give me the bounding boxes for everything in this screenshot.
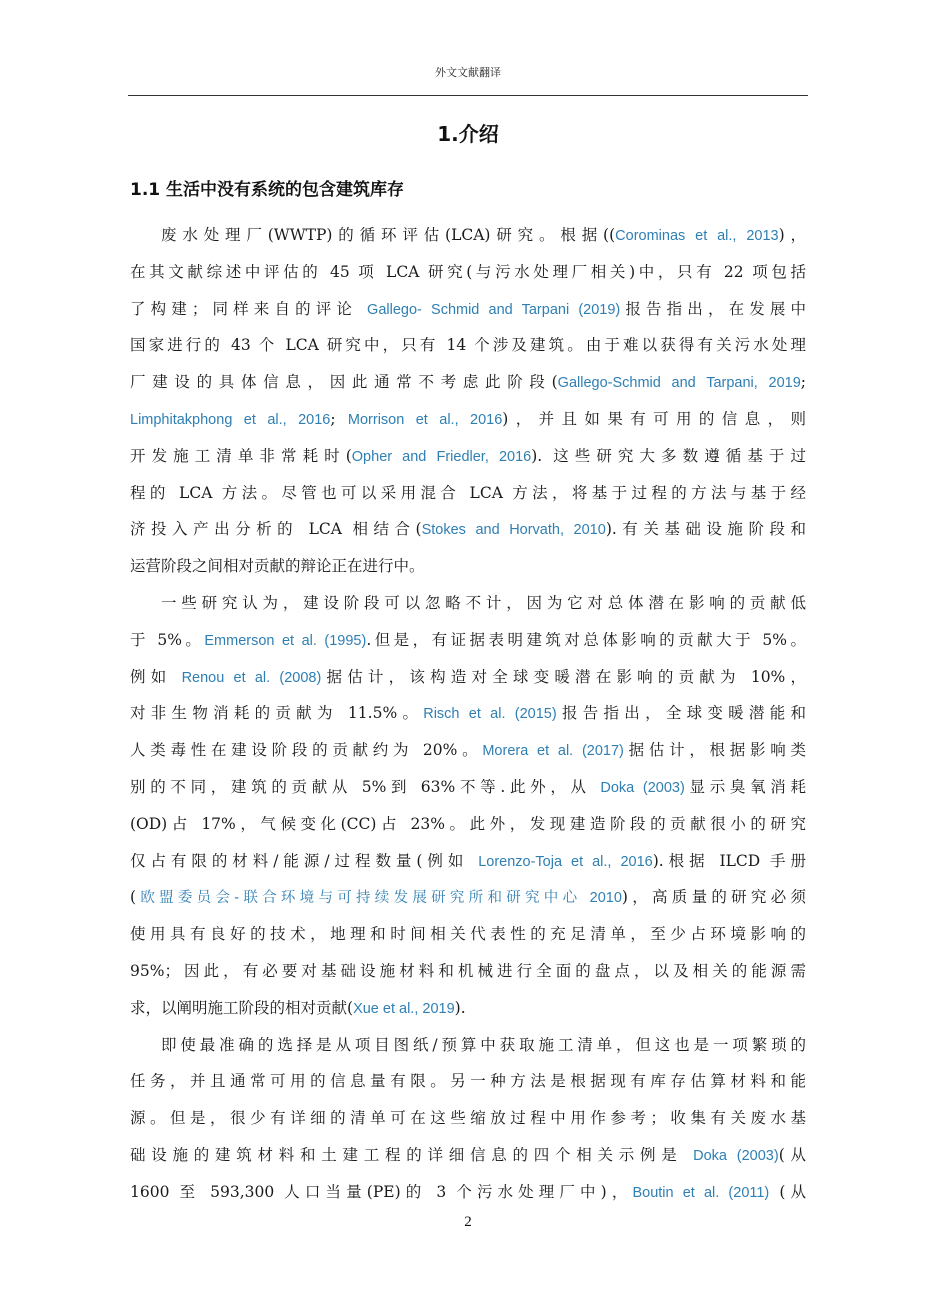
text-line <box>130 1179 806 1216</box>
text-run: )， <box>778 226 806 244</box>
citation-link[interactable]: Doka (2003) <box>600 779 685 796</box>
citation-link[interactable]: Opher and Friedler, 2016 <box>351 448 532 465</box>
text-run: (OD)占 17%，气候变化(CC)占 23%。此外，发现建造阶段的贡献很小的研究 <box>130 814 806 833</box>
text-run: 求，以阐明施工阶段的相对贡献( <box>130 998 354 1017</box>
text-run: 对非生物消耗的贡献为 11.5%。 <box>130 704 424 723</box>
running-header: 外文文献翻译 <box>435 66 501 79</box>
text-run: 任务，并且通常可用的信息量有限。另一种方法是根据现有库存估算材料和能 <box>130 1072 806 1091</box>
text-run: 仅占有限的材料/能源/过程数量(例如 <box>130 851 479 870</box>
citation-link[interactable]: Gallego- Schmid and Tarpani (2019) <box>367 301 621 318</box>
text-line <box>130 774 806 811</box>
text-run: 源。但是，很少有详细的清单可在这些缩放过程中用作参考；收集有关废水基 <box>130 1109 806 1128</box>
text-line <box>130 700 806 737</box>
text-run: 济投入产出分析的 LCA 相结合( <box>130 520 422 539</box>
text-run: ( <box>130 888 137 907</box>
text-line <box>130 443 806 480</box>
text-run: ).根据 ILCD 手册 <box>652 851 806 870</box>
text-line <box>130 737 806 774</box>
citation-link[interactable]: Lorenzo-Toja et al., 2016 <box>478 853 653 870</box>
text-run: ; <box>800 373 806 392</box>
text-run: 别的不同，建筑的贡献从 5%到 63%不等.此外，从 <box>130 777 601 796</box>
text-run: 一些研究认为，建设阶段可以忽略不计，因为它对总体潜在影响的贡献低 <box>161 593 806 612</box>
text-run: 1600 至 593,300 人口当量(PE)的 3 个污水处理厂中)， <box>130 1182 633 1201</box>
text-run: ). 这些研究大多数遵循基于过 <box>531 446 806 465</box>
text-run: 据估计，根据影响类 <box>623 741 806 760</box>
text-run: 据估计，该构造对全球变暖潜在影响的贡献为 10%， <box>321 667 806 686</box>
text-line <box>130 590 806 627</box>
text-line <box>130 884 806 921</box>
text-run: 废水处理厂(WWTP)的循环评估(LCA)研究。根据(( <box>161 226 616 244</box>
text-run: ). <box>454 998 466 1017</box>
text-line <box>130 259 806 296</box>
citation-link[interactable]: Doka (2003) <box>693 1147 779 1164</box>
text-line <box>130 958 806 995</box>
text-line <box>130 1068 806 1105</box>
text-line <box>130 222 806 259</box>
text-line <box>130 995 806 1032</box>
citation-link[interactable]: 欧盟委员会-联合环境与可持续发展研究所和研究中心 2010 <box>136 890 622 907</box>
text-run: 国家进行的 43 个 LCA 研究中，只有 14 个涉及建筑。由于难以获得有关污水处理 <box>130 336 806 355</box>
text-run: 开发施工清单非常耗时( <box>130 446 352 465</box>
text-line <box>130 516 806 553</box>
text-run: 例如 <box>130 667 182 686</box>
text-run: 了构建；同样来自的评论 <box>130 299 368 318</box>
page-number: 2 <box>464 1214 472 1230</box>
paragraph <box>130 590 806 1032</box>
citation-link[interactable]: Boutin et al. (2011) <box>632 1184 770 1201</box>
text-run: (从 <box>769 1182 806 1201</box>
text-run: 运营阶段之间相对贡献的辩论正在进行中。 <box>130 557 425 576</box>
citation-link[interactable]: Corominas et al., 2013 <box>615 228 779 244</box>
citation-link[interactable]: Emmerson et al. (1995) <box>204 632 367 649</box>
text-run: (从 <box>778 1145 806 1164</box>
text-line <box>130 1032 806 1069</box>
text-line <box>130 811 806 848</box>
text-line <box>130 1142 806 1179</box>
header-rule <box>128 95 808 96</box>
text-line <box>130 664 806 701</box>
text-run: 程的 LCA 方法。尽管也可以采用混合 LCA 方法，将基于过程的方法与基于经 <box>130 483 806 502</box>
text-run: 即使最准确的选择是从项目图纸/预算中获取施工清单，但这也是一项繁琐的 <box>161 1035 806 1054</box>
document-body <box>130 222 806 1216</box>
paragraph <box>130 1032 806 1216</box>
text-run: .但是，有证据表明建筑对总体影响的贡献大于 5%。 <box>366 630 806 649</box>
text-line <box>130 848 806 885</box>
paragraph <box>130 222 806 590</box>
citation-link[interactable]: Morrison et al., 2016 <box>347 411 503 428</box>
text-run: 人类毒性在建设阶段的贡献约为 20%。 <box>130 741 483 760</box>
text-run: )，高质量的研究必须 <box>621 888 806 907</box>
text-run: 95%；因此，有必要对基础设施材料和机械进行全面的盘点，以及相关的能源需 <box>130 961 806 980</box>
text-run: 厂建设的具体信息，因此通常不考虑此阶段( <box>130 373 558 392</box>
text-line <box>130 480 806 517</box>
section-title: 1.介绍 <box>437 122 499 146</box>
citation-link[interactable]: Risch et al. (2015) <box>423 706 557 723</box>
text-line <box>130 627 806 664</box>
text-line <box>130 553 806 590</box>
text-run: 于 5%。 <box>130 630 205 649</box>
text-run: 报告指出，在发展中 <box>620 299 806 318</box>
citation-link[interactable]: Gallego-Schmid and Tarpani, 2019 <box>557 375 801 392</box>
text-line <box>130 332 806 369</box>
text-line <box>130 369 806 406</box>
citation-link[interactable]: Limphitakphong et al., 2016 <box>130 411 331 428</box>
text-run: 在其文献综述中评估的 45 项 LCA 研究(与污水处理厂相关)中，只有 22 项包括 <box>130 262 806 281</box>
text-run: 础设施的建筑材料和土建工程的详细信息的四个相关示例是 <box>130 1145 694 1164</box>
subsection-title: 1.1 生活中没有系统的包含建筑库存 <box>130 180 405 200</box>
text-run: 显示臭氧消耗 <box>684 777 806 796</box>
text-run: 使用具有良好的技术，地理和时间相关代表性的充足清单，至少占环境影响的 <box>130 925 806 944</box>
text-line <box>130 296 806 333</box>
text-line <box>130 406 806 443</box>
citation-link[interactable]: Xue et al., 2019 <box>353 1000 455 1017</box>
citation-link[interactable]: Renou et al. (2008) <box>181 669 322 686</box>
text-run: ; <box>330 409 348 428</box>
text-line <box>130 1105 806 1142</box>
citation-link[interactable]: Morera et al. (2017) <box>482 743 624 760</box>
text-run: 报告指出，全球变暖潜能和 <box>556 704 806 723</box>
text-line <box>130 921 806 958</box>
text-run: ).有关基础设施阶段和 <box>605 520 806 539</box>
citation-link[interactable]: Stokes and Horvath, 2010 <box>421 522 606 539</box>
text-run: )，并且如果有可用的信息，则 <box>502 409 806 428</box>
